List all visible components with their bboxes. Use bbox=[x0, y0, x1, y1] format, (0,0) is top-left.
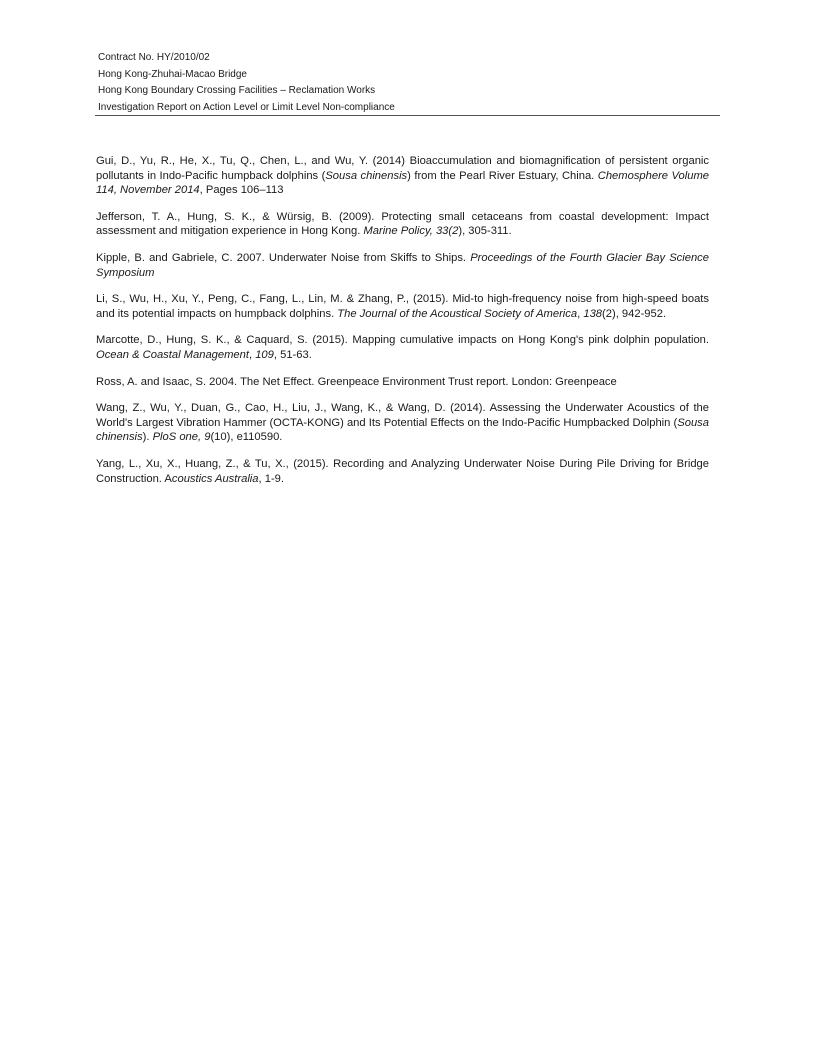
reference-text: Yang, L., Xu, X., Huang, Z., & Tu, X., (2015). Recording and Analyzing Underwater Noise During Pile Driving for Bridge Construction. A bbox=[96, 457, 709, 485]
reference-italic-text: 109 bbox=[255, 348, 274, 361]
reference-italic-text: The Journal of the Acoustical Society of America bbox=[337, 307, 578, 320]
reference-entry bbox=[96, 251, 709, 280]
reference-italic-text: Ocean & Coastal Management bbox=[96, 348, 249, 361]
page-header bbox=[98, 50, 720, 116]
reference-entry bbox=[96, 375, 709, 390]
reference-text: , bbox=[577, 307, 584, 320]
facility-name: Hong Kong Boundary Crossing Facilities – Reclamation Works bbox=[98, 85, 376, 97]
reference-entry bbox=[96, 333, 709, 362]
reference-text: Ross, A. and Isaac, S. 2004. The Net Effect. Greenpeace Environment Trust report. London: Greenpeace bbox=[96, 375, 617, 388]
reference-entry bbox=[96, 457, 709, 486]
reference-list bbox=[96, 154, 709, 498]
reference-text: , bbox=[248, 348, 256, 361]
reference-entry bbox=[96, 154, 709, 198]
reference-italic-text: PloS one, 9 bbox=[152, 431, 211, 444]
reference-text: Jefferson, T. A., Hung, S. K., & Würsig, B. (2009). Protecting small cetaceans from coastal development: Impact assessment and mitigation experience in Hong Kong. bbox=[96, 210, 709, 238]
reference-text: ). bbox=[142, 431, 153, 444]
reference-entry bbox=[96, 292, 709, 321]
reference-text: , 1-9. bbox=[258, 472, 285, 485]
reference-text: (10), e110590. bbox=[210, 431, 283, 444]
reference-text: , Pages 106–113 bbox=[199, 184, 284, 197]
reference-text: Gui, D., Yu, R., He, X., Tu, Q., Chen, L., and Wu, Y. (2014) Bioaccumulation and biomagnification of persistent organic pollutants in Indo-Pacific humpback dolphins ( bbox=[96, 155, 709, 182]
reference-italic-text: Sousa chinensis bbox=[325, 169, 408, 182]
reference-text: Marcotte, D., Hung, S. K., & Caquard, S. (2015). Mapping cumulative impacts on Hong Kong's pink dolphin population. bbox=[96, 334, 709, 347]
reference-text: ) from the Pearl River Estuary, China. bbox=[407, 169, 598, 182]
reference-entry bbox=[96, 401, 709, 445]
reference-italic-text: 138 bbox=[583, 307, 603, 320]
reference-italic-text: Proceedings of the Fourth Glacier Bay Science Symposium bbox=[96, 251, 709, 279]
reference-italic-text: Sousa chinensis bbox=[96, 416, 709, 444]
reference-text: ), 305-311. bbox=[458, 225, 512, 238]
reference-text: Li, S., Wu, H., Xu, Y., Peng, C., Fang, L., Lin, M. & Zhang, P., (2015). Mid-to high-frequency noise from high-speed boats and its potential impacts on humpback dolphins. bbox=[96, 293, 709, 320]
reference-text: Kipple, B. and Gabriele, C. 2007. Underwater Noise from Skiffs to Ships. bbox=[96, 251, 471, 264]
contract-number: Contract No. HY/2010/02 bbox=[98, 52, 210, 63]
reference-entry bbox=[96, 210, 709, 239]
reference-text: Wang, Z., Wu, Y., Duan, G., Cao, H., Liu, J., Wang, K., & Wang, D. (2014). Assessing the Underwater Acoustics of the World's Largest Vibration Hammer (OCTA-KONG) and Its Potential Effects on the Indo-Pacific Humpbacked Dolphin ( bbox=[96, 402, 709, 429]
reference-italic-text: Chemosphere Volume 114, November 2014 bbox=[96, 169, 709, 197]
report-title: Investigation Report on Action Level or Limit Level Non-compliance bbox=[98, 101, 395, 113]
project-name: Hong Kong-Zhuhai-Macao Bridge bbox=[98, 68, 247, 80]
reference-italic-text: Marine Policy, 33(2 bbox=[363, 225, 459, 238]
reference-text: , 51-63. bbox=[273, 348, 312, 361]
header-divider bbox=[95, 115, 720, 116]
reference-text: (2), 942-952. bbox=[602, 307, 667, 320]
reference-italic-text: coustics Australia bbox=[171, 472, 259, 485]
